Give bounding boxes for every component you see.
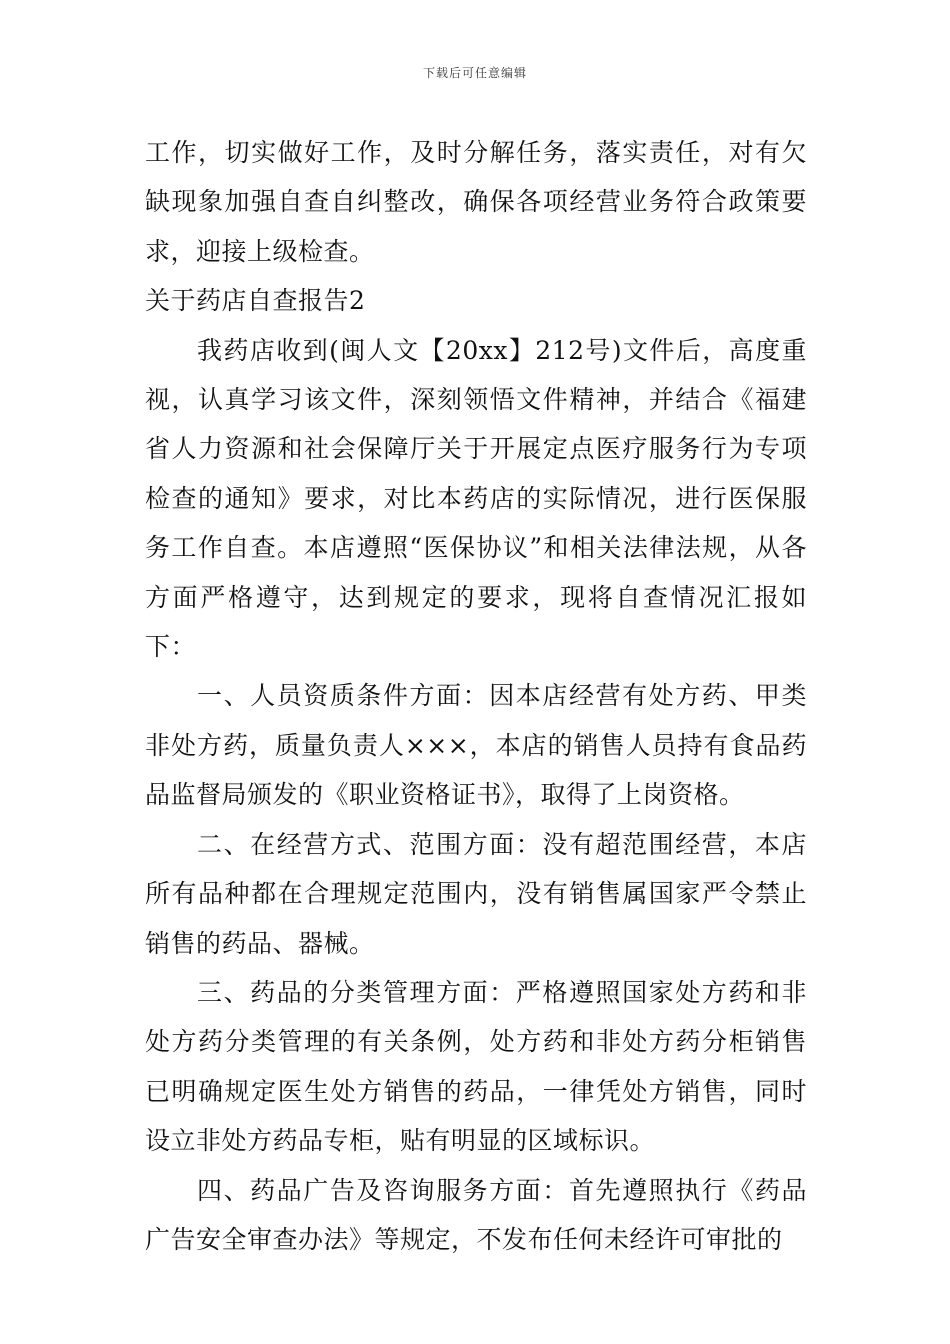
paragraph-item-4: 四、药品广告及咨询服务方面：首先遵照执行《药品广告安全审查办法》等规定，不发布任何未经许可审批的 [145,1175,807,1254]
paragraph-item-2: 二、在经营方式、范围方面：没有超范围经营，本店所有品种都在合理规定范围内，没有销售属国家严令禁止销售的药品、器械。 [145,829,807,958]
header-note: 下载后可任意编辑 [422,66,527,80]
paragraph-item-1: 一、人员资质条件方面：因本店经营有处方药、甲类非处方药，质量负责人×××，本店的销售人员持有食品药品监督局颁发的《职业资格证书》，取得了上岗资格。 [145,681,807,810]
paragraph-item-3: 三、药品的分类管理方面：严格遵照国家处方药和非处方药分类管理的有关条例，处方药和非处方药分柜销售已明确规定医生处方销售的药品，一律凭处方销售，同时设立非处方药品专柜，贴有明显的区域标识。 [145,977,807,1156]
paragraph-continuation: 工作，切实做好工作，及时分解任务，落实责任，对有欠缺现象加强自查自纠整改，确保各项经营业务符合政策要求，迎接上级检查。 [145,138,807,266]
paragraph-intro: 我药店收到(闽人文【20xx】212号)文件后，高度重视，认真学习该文件，深刻领悟文件精神，并结合《福建省人力资源和社会保障厅关于开展定点医疗服务行为专项检查的通知》要求，对比本药店的实际情况，进行医保服务工作自查。本店遵照“医保协议”和相关法律法规，从各方面严格遵守，达到规定的要求，现将自查情况汇报如下： [145,335,807,662]
document-body [145,128,807,1264]
section-heading: 关于药店自查报告2 [145,286,366,316]
